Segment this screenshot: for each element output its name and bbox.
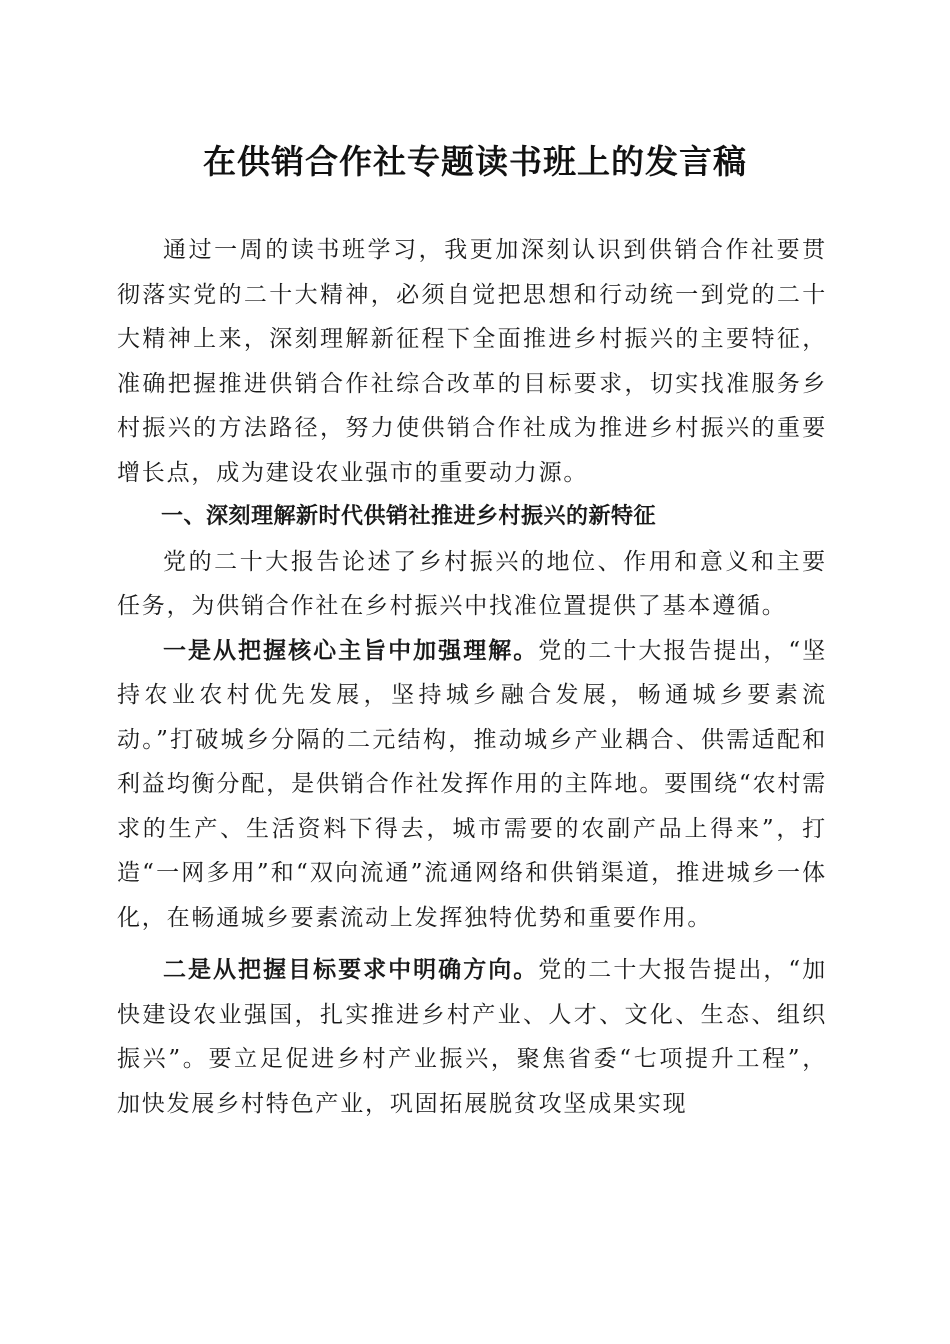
point-text-1: 党的二十大报告提出，“坚持农业农村优先发展，坚持城乡融合发展，畅通城乡要素流动。”打破城乡分隔的二元结构，推动城乡产业耦合、供需适配和利益均衡分配，是供销合作社发挥作用的主阵地。要围绕“农村需求的生产、生活资料下得去，城市需要的农副产品上得来”，打造“一网多用”和“双向流通”流通网络和供销渠道，推进城乡一体化，在畅通城乡要素流动上发挥独特优势和重要作用。 bbox=[117, 637, 828, 931]
point-text-2: 党的二十大报告提出，“加快建设农业强国，扎实推进乡村产业、人才、文化、生态、组织振兴”。要立足促进乡村产业振兴，聚焦省委“七项提升工程”，加快发展乡村特色产业，巩固拓展脱贫攻坚成果实现 bbox=[117, 957, 828, 1117]
intro-paragraph: 通过一周的读书班学习，我更加深刻认识到供销合作社要贯彻落实党的二十大精神，必须自觉把思想和行动统一到党的二十大精神上来，深刻理解新征程下全面推进乡村振兴的主要特征，准确把握推进供销合作社综合改革的目标要求，切实找准服务乡村振兴的方法路径，努力使供销合作社成为推进乡村振兴的重要增长点，成为建设农业强市的重要动力源。 bbox=[117, 237, 827, 486]
point-lead-2: 二是从把握目标要求中明确方向。 bbox=[163, 956, 539, 983]
point-paragraph-1 bbox=[117, 629, 827, 941]
section-heading-1: 一、深刻理解新时代供销社推进乡村振兴的新特征 bbox=[161, 504, 657, 529]
section-intro-paragraph: 党的二十大报告论述了乡村振兴的地位、作用和意义和主要任务，为供销合作社在乡村振兴中找准位置提供了基本遵循。 bbox=[117, 548, 827, 619]
document-body bbox=[117, 228, 827, 1126]
point-paragraph-2 bbox=[117, 948, 827, 1126]
point-lead-1: 一是从把握核心主旨中加强理解。 bbox=[163, 636, 539, 664]
document-title: 在供销合作社专题读书班上的发言稿 bbox=[203, 142, 747, 181]
